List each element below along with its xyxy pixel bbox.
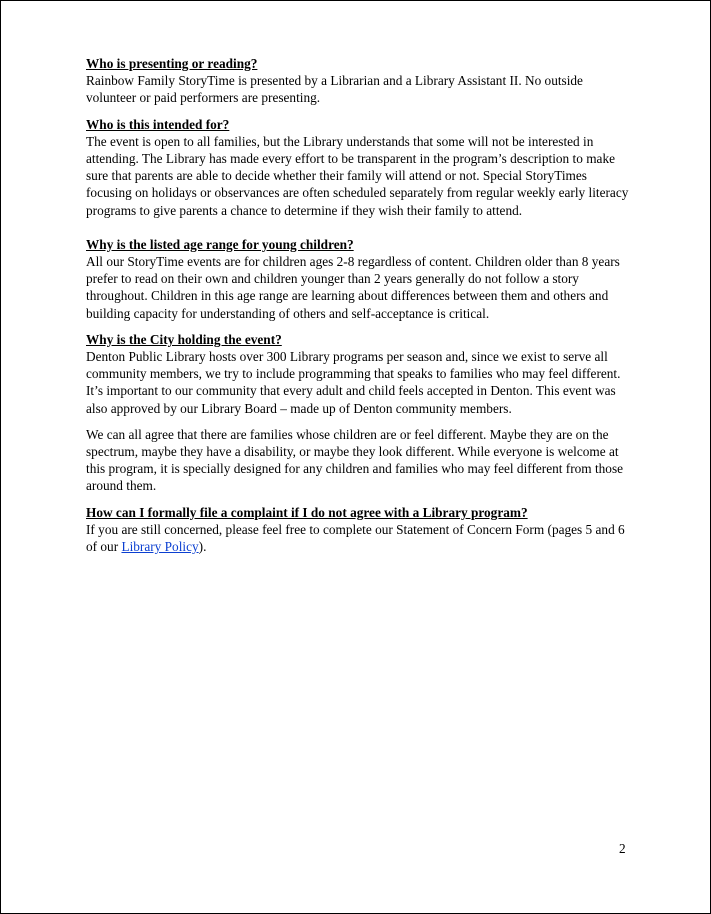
section-heading: Why is the City holding the event? <box>86 331 282 347</box>
section-who-presenting <box>86 55 631 107</box>
section-paragraph: The event is open to all families, but the Library understands that some will not be interested in attending. The Library has made every effort to be transparent in the program’s description to make sure that parents are able to decide whether their family will attend or not. Special StoryTimes focusing on holidays or observances are often scheduled separately from regular weekly early literacy programs to give parents a chance to determine if they wish their family to attend. <box>86 133 629 218</box>
section-heading: Who is presenting or reading? <box>86 56 258 71</box>
page-number: 2 <box>619 841 626 856</box>
section-heading: How can I formally file a complaint if I do not agree with a Library program? <box>86 504 528 520</box>
section-why-city <box>86 331 631 495</box>
paragraph-text-end: ). <box>198 539 207 555</box>
section-heading: Who is this intended for? <box>86 116 230 132</box>
section-intended-for <box>86 116 631 219</box>
section-paragraph <box>86 521 631 555</box>
section-paragraph: Rainbow Family StoryTime is presented by a Librarian and a Library Assistant II. No outside volunteer or paid performers are presenting. <box>86 73 583 106</box>
paragraph-text: If you are still concerned, please feel free to complete our Statement of Concern Form (pages 5 and 6 of our <box>86 521 625 555</box>
section-paragraph: All our StoryTime events are for children ages 2-8 regardless of content. Children older than 8 years prefer to read on their own and children younger than 2 years generally do not follow a story throughout. Children in this age range are learning about differences between them and others and building capacity for understanding of others and self-acceptance is critical. <box>86 254 620 321</box>
section-paragraph: Denton Public Library hosts over 300 Library programs per season and, since we exist to serve all community members, we try to include programming that speaks to families who may feel different. It’s important to our community that every adult and child feels accepted in Denton. This event was also approved by our Library Board – made up of Denton community members. <box>86 349 621 416</box>
page-content <box>86 55 631 555</box>
library-policy-link[interactable]: Library Policy <box>121 539 199 555</box>
section-complaint <box>86 504 631 556</box>
section-paragraph: We can all agree that there are families whose children are or feel different. Maybe they are on the spectrum, maybe they have a disability, or maybe they look different. While everyone is welcome at this program, it is specially designed for any children and families who may feel different from those around them. <box>86 426 624 494</box>
section-heading: Why is the listed age range for young children? <box>86 236 354 252</box>
section-age-range <box>86 236 631 322</box>
